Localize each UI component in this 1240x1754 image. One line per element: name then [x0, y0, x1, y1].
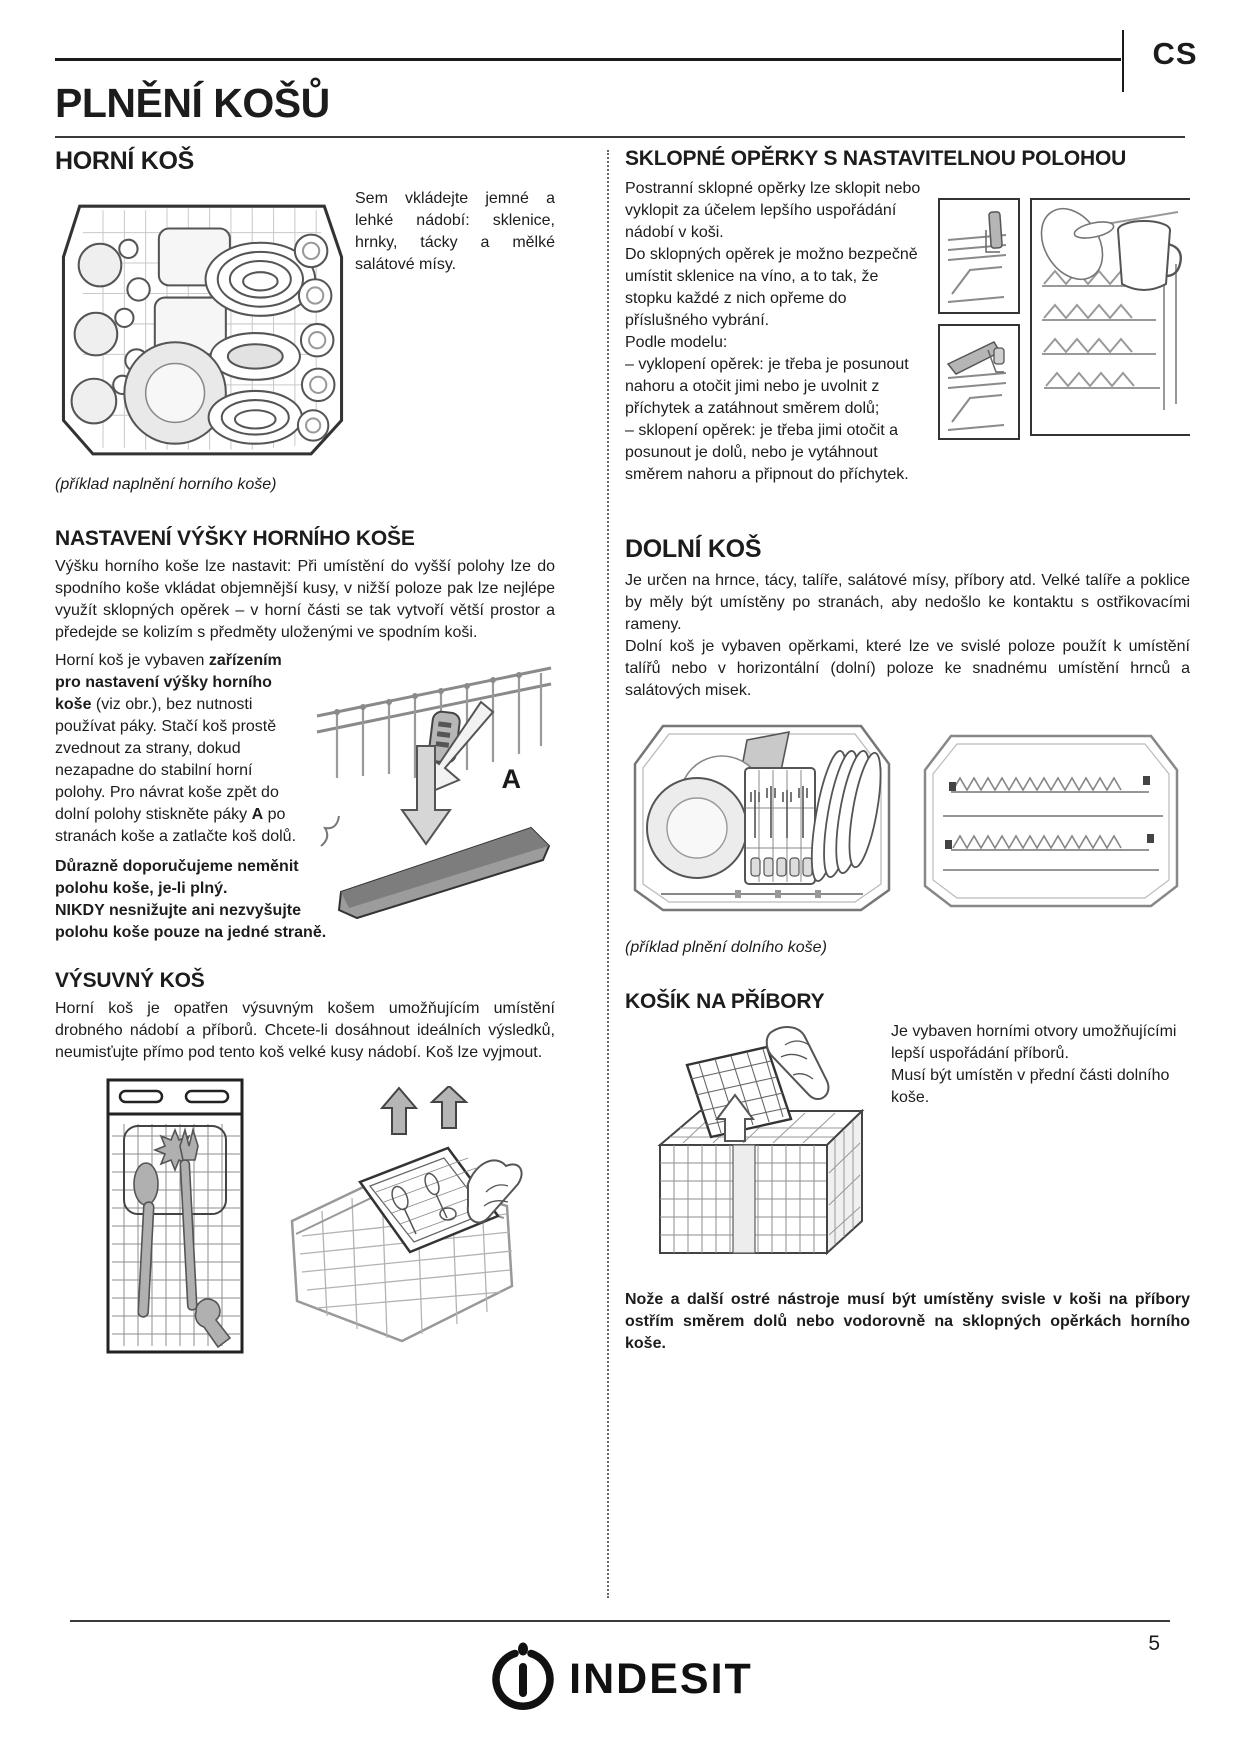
cutlery-warning: Nože a další ostré nástroje musí být umístěny svisle v koši na příbory ostřím směrem dolů nebo vodorovně na sklopných opěrkách horního koše. — [625, 1291, 1190, 1352]
brand-wordmark: INDESIT — [569, 1655, 753, 1703]
tilt-support-up-figure — [938, 198, 1020, 314]
tilt-support-up-illustration — [940, 200, 1018, 312]
pullout-tray-illustration — [100, 1074, 250, 1359]
height-warning-2: NIKDY nesnižujte ani nezvyšujte polohu koše pouze na jedné straně. — [55, 902, 327, 941]
upper-basket-figure — [57, 192, 347, 464]
height-adjustment-para1: Výšku horního koše lze nastavit: Při umístění do vyšší polohy lze do spodního koše vkládat objemnější kusy, v nižší poloze pak lze nejlépe využít sklopných opěrek – v horní části se tak vytvoří větší prostor a předejde se kolizím s předměty uloženými ve spodním koši. — [55, 558, 555, 641]
lower-basket-para1: Je určen na hrnce, tácy, talíře, salátové mísy, příbory atd. Velké talíře a poklice by měly být umístěny po stranách, aby nedošlo ke kontaktu s ostřikovacími rameny. — [625, 572, 1190, 633]
brand-logo — [0, 1640, 1240, 1718]
cutlery-basket-para1: Je vybaven horními otvory umožňujícími lepší uspořádání příborů. — [891, 1023, 1177, 1062]
upper-basket-heading: HORNÍ KOŠ — [55, 147, 194, 175]
pullout-basket-figures — [55, 1074, 555, 1359]
device-text-mid: (viz obr.), bez nutnosti používat páky. Stačí koš prostě zvednout za strany, dokud nezapadne do stabilní horní polohy. Pro návrat koše zpět do dolní polohy stiskněte páky — [55, 696, 279, 823]
cutlery-basket-media — [625, 1021, 1190, 1277]
device-text-bold: zařízením pro nastavení výšky horního koše — [55, 652, 282, 713]
lower-basket-figures — [625, 712, 1190, 927]
tilt-support-down-illustration — [940, 326, 1018, 438]
lower-basket-empty-figure — [915, 724, 1187, 922]
tilt-small-figures — [938, 198, 1020, 440]
indesit-logo-icon — [487, 1640, 559, 1718]
pullout-tray-figure — [100, 1074, 250, 1359]
tilt-supports-figures — [938, 198, 1190, 440]
cutlery-basket-para2: Musí být umístěn v přední části dolního koše. — [891, 1067, 1170, 1106]
page-title: PLNĚNÍ KOŠŮ — [55, 80, 330, 126]
tilt-support-down-figure — [938, 324, 1020, 440]
right-column — [625, 146, 1190, 1355]
lower-basket-loaded-figure — [625, 712, 897, 927]
tilt-supports-para1: Postranní sklopné opěrky lze sklopit nebo vyklopit za účelem lepšího uspořádání nádobí v koši. — [625, 180, 921, 241]
tilt-supports-para2: Do sklopných opěrek je možno bezpečně umístit sklenice na víno, a to tak, že stopku každé z nich opřeme do příslušného vybrání. — [625, 246, 918, 329]
cutlery-basket-illustration — [625, 1023, 877, 1273]
tilt-supports-heading: SKLOPNÉ OPĚRKY S NASTAVITELNOU POLOHOU — [625, 147, 1127, 170]
language-badge: CS — [1152, 36, 1198, 71]
upper-basket-intro: Sem vkládejte jemné a lehké nádobí: sklenice, hrnky, tácky a mělké salátové mísy. — [355, 190, 555, 273]
tilt-supports-para5: – sklopení opěrek: je třeba jimi otočit a posunout je dolů, nebo je vytáhnout směrem nahoru a připnout do příchytek. — [625, 422, 909, 483]
device-text-pre: Horní koš je vybaven — [55, 652, 209, 669]
page-number: 5 — [1148, 1632, 1160, 1655]
height-adjustment-heading: NASTAVENÍ VÝŠKY HORNÍHO KOŠE — [55, 527, 415, 550]
pullout-basket-heading: VÝSUVNÝ KOŠ — [55, 969, 205, 992]
column-divider — [607, 150, 609, 1598]
lower-basket-caption: (příklad plnění dolního koše) — [625, 939, 827, 956]
cutlery-basket-figure — [625, 1023, 877, 1273]
pullout-remove-illustration — [272, 1086, 527, 1351]
upper-basket-illustration — [57, 192, 347, 464]
pullout-remove-figure — [272, 1086, 527, 1351]
lower-basket-loaded-illustration — [625, 712, 897, 927]
lower-basket-heading: DOLNÍ KOŠ — [625, 535, 762, 563]
tilt-supports-para4: – vyklopení opěrek: je třeba je posunout nahoru a otočit jimi nebo je uvolnit z příchytek a zatáhnout směrem dolů; — [625, 356, 909, 417]
upper-basket-caption: (příklad naplnění horního koše) — [55, 476, 277, 493]
upper-basket-media — [55, 188, 555, 464]
lever-a-label: A — [501, 764, 521, 794]
tilt-supports-para3: Podle modelu: — [625, 334, 728, 351]
tilt-support-glasses-figure — [1030, 198, 1190, 436]
device-text-post: po stranách koše a zatlačte koš dolů. — [55, 806, 297, 845]
height-warning-1: Důrazně doporučujeme neměnit polohu koše, je-li plný. — [55, 858, 299, 897]
height-adjustment-media — [55, 650, 555, 944]
pullout-basket-para: Horní koš je opatřen výsuvným košem umožňujícím umístění drobného nádobí a příborů. Chcete-li dosáhnout ideálních výsledků, neumisťujte přímo pod tento koš velké kusy nádobí. Koš lze vyjmout. — [55, 1000, 555, 1061]
header-rule — [55, 58, 1121, 61]
left-column — [55, 146, 555, 1359]
lower-basket-empty-illustration — [915, 724, 1187, 922]
height-adjustment-figure — [313, 650, 555, 920]
header-vertical-tick — [1122, 30, 1124, 92]
cutlery-basket-heading: KOŠÍK NA PŘÍBORY — [625, 990, 825, 1013]
lever-letter-bold: A — [251, 806, 264, 823]
lower-basket-para2: Dolní koš je vybaven opěrkami, které lze ve svislé poloze použít k umístění talířů nebo v horizontální (dolní) poloze ke snadnému umístění hrnců a salátových misek. — [625, 638, 1190, 699]
footer-rule — [70, 1620, 1170, 1622]
title-rule — [55, 136, 1185, 138]
tilt-support-glasses-illustration — [1032, 200, 1190, 434]
tilt-supports-media — [625, 178, 1190, 486]
